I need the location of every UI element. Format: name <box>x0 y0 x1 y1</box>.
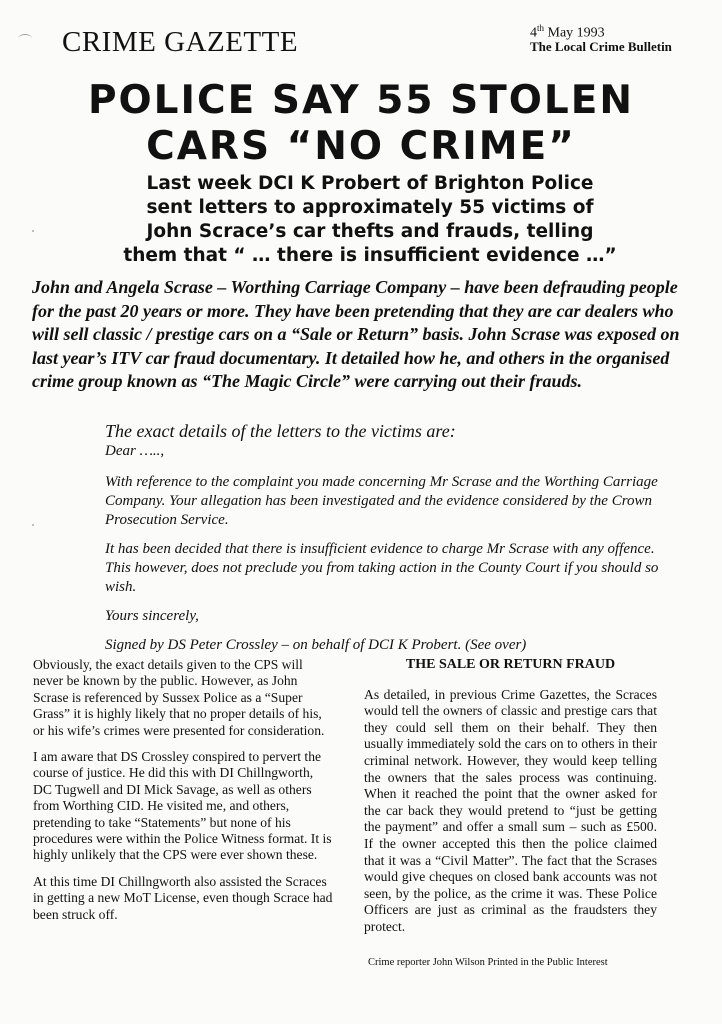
headline <box>0 78 722 170</box>
letter-closing: Yours sincerely, <box>105 608 199 624</box>
bulletin-tagline: The Local Crime Bulletin <box>530 39 672 54</box>
letter-signature: Signed by DS Peter Crossley – on behalf of DCI K Probert. (See over) <box>105 637 527 653</box>
scan-speck <box>32 524 34 526</box>
subhead-line: John Scrace’s car thefts and frauds, telling <box>146 221 594 242</box>
subheadline <box>40 172 700 268</box>
headline-line-2: CARS “NO CRIME” <box>146 124 576 169</box>
date-rest: May 1993 <box>544 25 605 41</box>
lead-paragraph: John and Angela Scrase – Worthing Carriage Company – have been defrauding people for the past 20 years or more. They have been pretending that they are car dealers who will sell classic / prestige cars on a “Sale or Return” basis. John Scrase was exposed on last year’s ITV car fraud documentary. It detailed how he, and others in the organised crime group known as “The Magic Circle” were carrying out their frauds. <box>32 277 680 391</box>
masthead-title: CRIME GAZETTE <box>62 26 299 58</box>
subhead-line: sent letters to approximately 55 victims of <box>146 197 594 218</box>
letter-intro: The exact details of the letters to the victims are: <box>105 421 456 441</box>
right-column <box>364 657 657 936</box>
punch-hole-mark <box>18 34 32 43</box>
letter-paragraph: With reference to the complaint you made concerning Mr Scrase and the Worthing Carriage Company. Your allegation has been investigated and the evidence considered by the Crown Prosecution Service. <box>105 474 658 528</box>
article-paragraph: I am aware that DS Crossley conspired to pervert the course of justice. He did this with DI Chillngworth, DC Tugwell and DI Mick Savage, as well as others from Worthing CID. He visited me, and others, pretending to take “Statements” but none of his procedures were within the Police Witness format. It is highly unlikely that the CPS were ever shown these. <box>33 749 332 863</box>
footer-credit: Crime reporter John Wilson Printed in the Public Interest <box>368 957 608 968</box>
headline-line-1: POLICE SAY 55 STOLEN <box>87 78 635 123</box>
letter-greeting: Dear ….., <box>105 443 165 459</box>
section-heading: THE SALE OR RETURN FRAUD <box>405 657 616 672</box>
scan-speck <box>32 230 34 232</box>
article-paragraph: At this time DI Chillngworth also assisted the Scraces in getting a new MoT License, even though Scrace had been struck off. <box>33 873 333 922</box>
article-paragraph: Obviously, the exact details given to the CPS will never be known by the public. However, as John Scrase is referenced by Sussex Police as a “Super Grass” it is highly likely that no proper details of his, or his wife’s crimes were presented for consideration. <box>33 657 325 738</box>
letter-paragraph: It has been decided that there is insufficient evidence to charge Mr Scrase with any offence. This however, does not preclude you from taking action in the County Court if you should so wish. <box>105 541 659 595</box>
quoted-letter <box>105 420 665 655</box>
subhead-line: Last week DCI K Probert of Brighton Police <box>146 173 594 194</box>
date-day: 4 <box>530 25 537 41</box>
left-column <box>33 657 333 933</box>
subhead-line: them that “ … there is insufficient evidence …” <box>123 245 617 266</box>
article-paragraph: As detailed, in previous Crime Gazettes, the Scraces would tell the owners of classic and prestige cars that they could sell them on their behalf. They then usually immediately sold the cars on to others in their criminal network. However, they would keep telling the owners that the sales process was continuing. When it reached the point that the owner asked for the car back they would pretend to “just be getting the payment” and offer a small sum – such as £500. If the owner accepted this then the police claimed that it was a “Civil Matter”. The fact that the Scrases would give cheques on closed bank accounts was not seen, by the police, as the crime it was. These Police Officers are just as criminal as the fraudsters they protect. <box>364 686 657 934</box>
date-suffix: th <box>537 23 545 33</box>
